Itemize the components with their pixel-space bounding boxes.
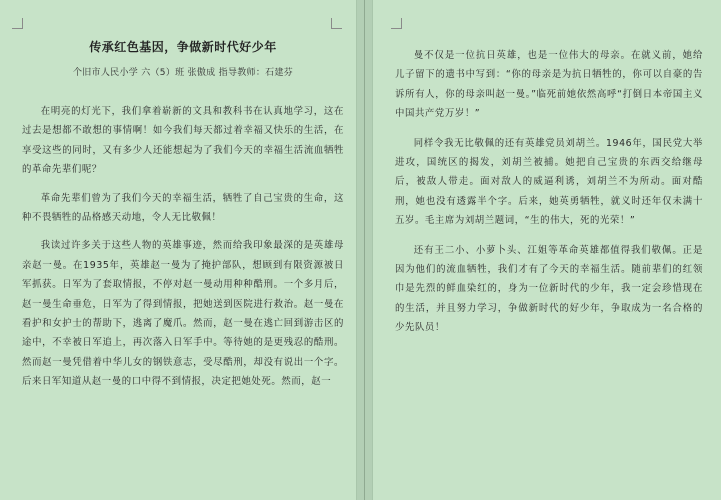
page-content[interactable] [22, 38, 344, 401]
paragraph: 还有王二小、小萝卜头、江姐等革命英雄都值得我们敬佩。正是因为他们的流血牺牲，我们才有了今天的幸福生活。随前辈们的红领巾是先烈的鲜血染红的，身为一位新时代的少年，我一定会珍惜现在的生活，并且努力学习，争做新时代的好少年，争取成为一名合格的少先队员！ [395, 244, 703, 334]
page-content[interactable] [395, 46, 703, 348]
paragraph: 曼不仅是一位抗日英雄，也是一位伟大的母亲。在就义前，她给儿子留下的遗书中写到：“你的母亲是为抗日牺牲的，你可以自豪的告诉所有人，你的母亲叫赵一曼。”临死前她依然高呼“打倒日本帝国主义中国共产党万岁！” [395, 50, 703, 120]
author-line: 个旧市人民小学 六（5）班 张傲成 指导教师：石建芬 [72, 68, 294, 78]
document-page-right [372, 0, 721, 500]
document-title: 传承红色基因，争做新时代好少年 [89, 40, 277, 54]
paragraph: 同样令我无比敬佩的还有英雄党员刘胡兰。1946年，国民党大举进攻，国统区的揭发，刘胡兰被捕。她把自己宝贵的东西交给继母后，被敌人带走。面对敌人的威逼利诱，刘胡兰不为所动。面对酷刑，她也没有透露半个字。后来，她英勇牺牲，就义时还年仅未满十五岁。毛主席为刘胡兰题词，“生的伟大，死的光荣！” [395, 137, 703, 227]
paragraph: 我读过许多关于这些人物的英雄事迹，然而给我印象最深的是英雄母亲赵一曼。在1935年，英雄赵一曼为了掩护部队，想顾到有限资源被日军抓获。日军为了套取情报，不停对赵一曼动用种种酷刑。一个多月后，赵一曼生命垂危，日军为了得到情报，把她送到医院进行救治。赵一曼在看护和女护士的帮助下，逃离了魔爪。然而，赵一曼在逃亡回到游击区的途中，不幸被日军追上，再次落入日军手中。等待她的是更残忍的酷刑。然而赵一曼凭借着中华儿女的钢铁意志，受尽酷刑，却没有说出一个字。后来日军知道从赵一曼的口中得不到情报，决定把她处死。然而，赵一 [22, 240, 344, 388]
paragraph: 革命先辈们曾为了我们今天的幸福生活，牺牲了自己宝贵的生命，这种不畏牺牲的品格感天动地，令人无比敬佩！ [22, 192, 344, 224]
page-corner-mark [331, 18, 342, 29]
document-page-left [0, 0, 357, 500]
page-corner-mark [12, 18, 23, 29]
page-corner-mark [391, 18, 402, 29]
paragraph: 在明亮的灯光下，我们拿着崭新的文具和教科书在认真地学习，这在过去是想都不敢想的事情啊！如今我们每天都过着幸福又快乐的生活，在享受这些的同时，又有多少人还能想起为了我们今天的幸福生活流血牺牲的革命先辈们呢？ [22, 106, 344, 176]
gutter-divider [364, 0, 365, 500]
page-gutter [357, 0, 372, 500]
